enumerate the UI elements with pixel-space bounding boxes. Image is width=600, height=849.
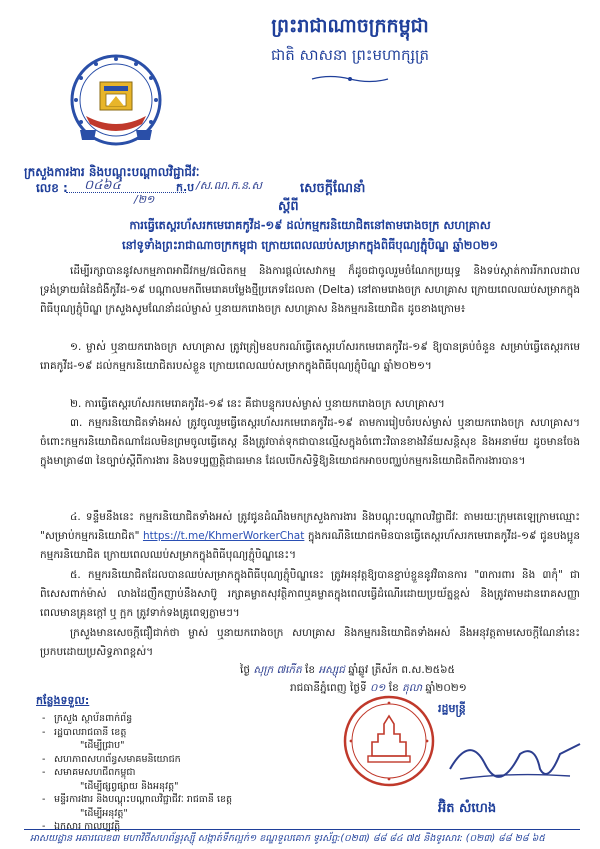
recipient-item — [40, 766, 232, 780]
recipient-item — [40, 739, 232, 753]
recipient-text: ក្រសួង ស្ថាប័នពាក់ព័ន្ធ — [54, 713, 133, 724]
item-3: ៣. កម្មករនិយោជិតទាំងអស់ ត្រូវចូលរួមធ្វើតេស្តរហ័សរកមេរោគកូវីដ-១៩ តាមការរៀបចំរបស់ម្ចាស់ ឬនាយករោងចក្រ សហគ្រាស។ ចំពោះកម្មករនិយោជិតណាដែលមិនព្រមចូលធ្វើតេស្ត នឹងត្រូវចាត់ទុកជាបានល្មើសក្នុងចំពោះវិធានខាងវិន័យសន្តិសុខ និងអនាម័យ ដូចមានចែងក្នុងមាត្រា៨៣ នៃច្បាប់ស្តីពីការងារ និងបទប្បញ្ញត្តិជាធរមាន ដែលបើកសិទ្ធិឱ្យនិយោជកអាចបញ្ឈប់កម្មករនិយោជិតពីការងារបាន។ — [40, 417, 580, 467]
reference-code-label: ក.ប — [176, 181, 195, 194]
solar-month-label: ខែ — [388, 682, 399, 694]
recipient-text: សហភាពសហព័ន្ធសមាគមនិយោជក — [54, 753, 181, 765]
list-dash: - — [42, 726, 46, 738]
solar-year: ឆ្នាំ២០២១ — [425, 682, 467, 694]
document-about: ស្តីពី — [278, 199, 299, 214]
subject-line-2: នៅទូទាំងព្រះរាជាណាចក្រកម្ពុជា ក្រោយពេលឈប់សម្រាកក្នុងពិធីបុណ្យភ្ជុំបិណ្ឌ ឆ្នាំ២០២១ — [121, 238, 499, 252]
kingdom-heading: ព្រះរាជាណាចក្រកម្ពុជា — [271, 15, 429, 37]
item-2: ២. ការធ្វើតេស្តរហ័សរកមេរោគកូវីដ-១៩ នេះ គឺជាបន្ទុករបស់ម្ចាស់ ឬនាយករោងចក្រ សហគ្រាស។ — [70, 398, 445, 410]
ministry-name: ក្រសួងការងារ និងបណ្តុះបណ្តាលវិជ្ជាជីវៈ — [24, 165, 200, 179]
lunar-year: ឆ្នាំឆ្លូវ ត្រីស័ក ព.ស.២៥៦៥ — [348, 664, 455, 676]
footer-address: អាសយដ្ឋាន អគារលេខ៣ មហាវិថីសហព័ន្ធរុស្ស៊ី សង្កាត់ទឹកល្អក់១ ខណ្ឌទួលគោក ទូរស័ព្ទ:(០២៣) ៨៨ ៨៤ ៧៥ និងទូរសារ: (០២៣) ៨៨ ២៨ ៦៥ — [30, 833, 546, 844]
signatory-title: រដ្ឋមន្ត្រី — [438, 702, 466, 715]
list-dash: - — [42, 794, 46, 805]
reference-dotted-line — [66, 192, 186, 193]
ornament-divider — [310, 74, 390, 84]
recipient-item — [40, 793, 232, 807]
recipient-item — [40, 726, 232, 740]
recipient-text: សមាគមសហជីពកម្ពុជា — [54, 767, 136, 778]
lunar-prefix: ថ្ងៃ — [240, 664, 250, 676]
item-1: ១. ម្ចាស់ ឬនាយករោងចក្រ សហគ្រាស ត្រូវត្រៀមឧបករណ៍ធ្វើតេស្តរហ័សរកមេរោគកូវីដ-១៩ ឱ្យបានគ្រប់ចំនួន សម្រាប់ធ្វើតេស្តរកមេរោគកូវីដ-១៩ ដល់កម្មករនិយោជិតរបស់ខ្លួន ក្រោយពេលឈប់សម្រាកក្នុងពិធីបុណ្យភ្ជុំបិណ្ឌ ឆ្នាំ២០២១។ — [40, 341, 580, 372]
recipient-text: ឯកសារ កាលប្បវត្តិ — [54, 821, 121, 832]
recipient-item — [40, 712, 232, 726]
recipients-title: កន្លែងទទួល: — [36, 694, 90, 707]
solar-prefix: រាជធានីភ្នំពេញ ថ្ងៃទី — [290, 682, 367, 694]
lunar-month-label: ខែ — [305, 664, 316, 676]
recipients-list — [40, 712, 232, 834]
ministry-logo — [56, 50, 176, 154]
list-dash: - — [42, 753, 46, 765]
reference-code: /ស.ណ.ក.ន.ស — [196, 179, 263, 192]
recipient-text: "ដើម្បីអនុវត្ត" — [80, 807, 128, 819]
recipient-item — [40, 753, 232, 767]
list-dash: - — [42, 713, 46, 724]
reference-number: ០៤៦៤ — [84, 178, 121, 193]
recipient-text: "ដើម្បីផ្សព្វផ្សាយ និងអនុវត្ត" — [80, 780, 179, 792]
solar-month: តុលា — [402, 682, 423, 694]
document-type: សេចក្តីណែនាំ — [300, 181, 366, 196]
handwritten-signature — [440, 724, 590, 794]
official-seal-icon — [342, 694, 436, 788]
national-motto: ជាតិ សាសនា ព្រះមហាក្សត្រ — [270, 46, 430, 64]
closing-paragraph: ក្រសួងមានសេចក្តីជឿជាក់ថា ម្ចាស់ ឬនាយករោងចក្រ សហគ្រាស និងកម្មករនិយោជិតទាំងអស់ នឹងអនុវត្តតាមសេចក្តីណែនាំនេះ ប្រកបដោយប្រសិទ្ធភាពខ្ពស់។ — [40, 627, 580, 658]
recipient-text: "ដើម្បីជ្រាប" — [80, 740, 125, 751]
recipient-item — [40, 807, 232, 821]
item-5: ៥. កម្មករនិយោជិតដែលបានឈប់សម្រាកក្នុងពិធីបុណ្យភ្ជុំបិណ្ឌនេះ ត្រូវអនុវត្តឱ្យបានខ្ជាប់ខ្ជួននូវវិធានការ "៣ការពារ និង ៣កុំ" ជាពិសេសពាក់ម៉ាស់ លាងដៃញឹកញាប់នឹងសាប៊ូ រក្សាគម្លាតសុវត្ថិភាពឬគម្លាតក្នុងពេលធ្វើដំណើរដោយប្រយ័ត្នខ្ពស់ និងត្រូវតាមដានរោគសញ្ញា ពេលមានគ្រុនក្តៅ ឬ ក្អក ត្រូវទាក់ទងគ្រូពេទ្យភ្លាមៗ។ — [40, 569, 580, 619]
lunar-date — [240, 664, 455, 679]
intro-paragraph: ដើម្បីរក្សាបាននូវសកម្មភាពអាជីវកម្ម/ផលិតកម្ម និងការផ្តល់សេវាកម្ម ក៏ដូចជាចូលរួមចំណែកប្រយុទ្ធ និងទប់ស្កាត់ការរីករាលដាលទ្រង់ទ្រាយធំនៃជំងឺកូវីដ-១៩ បណ្តាលមកពីមេរោគបម្លែងថ្មីប្រភេទដែលតា (Delta) នៅតាមរោងចក្រ សហគ្រាស ក្រោយពេលឈប់សម្រាកក្នុងពិធីបុណ្យភ្ជុំបិណ្ឌ ក្រសួងសូមណែនាំដល់ម្ចាស់ ឬនាយករោងចក្រ សហគ្រាស និងកម្មករនិយោជិត ដូចខាងក្រោម៖ — [40, 265, 580, 315]
lunar-month: អស្សុជ — [318, 664, 345, 676]
solar-day: ០១ — [370, 682, 386, 694]
lunar-day: សុក្រ ៧កើត — [253, 664, 302, 676]
item-4 — [40, 508, 580, 565]
recipient-item — [40, 780, 232, 794]
recipient-text: រដ្ឋបាលរាជធានី ខេត្ត — [54, 726, 127, 738]
reference-label: លេខ : — [36, 181, 68, 195]
subject-line-1: ការធ្វើតេស្តរហ័សរកមេរោគកូវីដ-១៩ ដល់កម្មករនិយោជិតនៅតាមរោងចក្រ សហគ្រាស — [129, 218, 491, 232]
telegram-link[interactable]: https://t.me/KhmerWorkerChat — [142, 530, 305, 542]
document-subject — [40, 215, 580, 255]
footer-divider — [24, 829, 580, 830]
list-dash: - — [42, 821, 46, 832]
list-dash: - — [42, 767, 46, 778]
item-4-text: ៤. ទន្ទឹមនឹងនេះ កម្មករនិយោជិតទាំងអស់ ត្រូវជូនដំណឹងមកក្រសួងការងារ និងបណ្តុះបណ្តាលវិជ្ជាជីវៈ តាមរយៈក្រុមតេឡេក្រាមឈ្មោះ "សម្រាប់កម្មករនិយោជិត" — [40, 511, 580, 542]
reference-year: /២១ — [134, 193, 155, 206]
item-4-continued: ក្នុងករណីនិយោជកមិនបានធ្វើតេស្តរហ័សរកមេរោគកូវីដ-១៩ ជូនបងប្អូនកម្មករនិយោជិត ក្រោយពេលឈប់សម្រាកក្នុងពិធីបុណ្យភ្ជុំបិណ្ឌនេះ។ — [40, 530, 580, 561]
recipient-text: មន្ទីរការងារ និងបណ្តុះបណ្តាលវិជ្ជាជីវៈ រាជធានី ខេត្ត — [54, 794, 233, 805]
signatory-name: អ៊ិត សំហេង — [438, 801, 497, 816]
